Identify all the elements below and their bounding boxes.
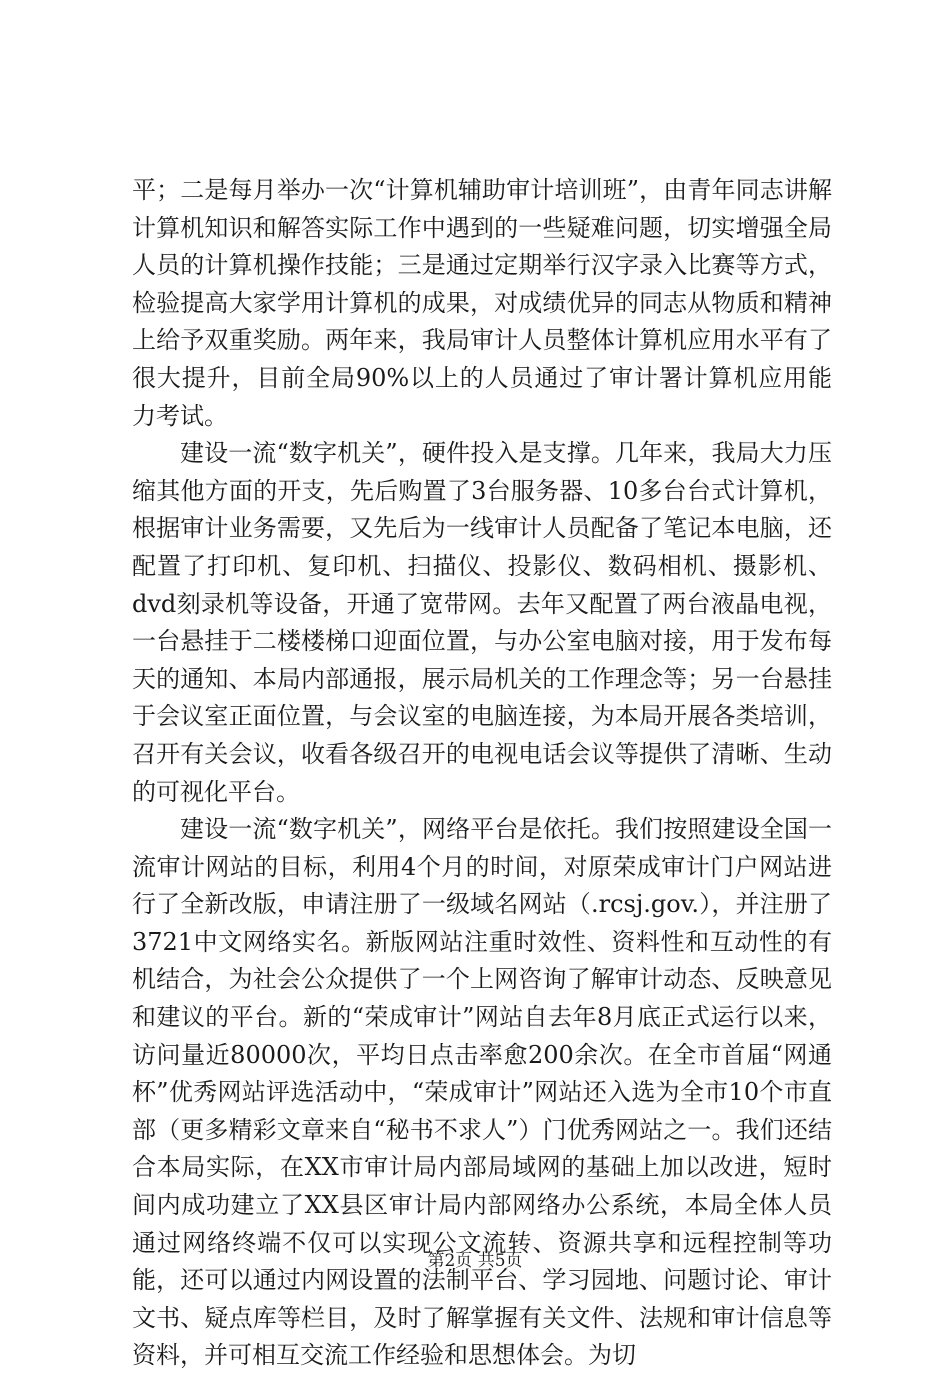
paragraph-3: 建设一流“数字机关”，网络平台是依托。我们按照建设全国一流审计网站的目标，利用4个月的时间，对原荣成审计门户网站进行了全新改版，申请注册了一级域名网站（.rcsj.gov.），并注册了3721中文网络实名。新版网站注重时效性、资料性和互动性的有机结合，为社会公众提供了一个上网咨询了解审计动态、反映意见和建议的平台。新的“荣成审计”网站自去年8月底正式运行以来，访问量近80000次，平均日点击率愈200余次。在全市首届“网通杯”优秀网站评选活动中，“荣成审计”网站还入选为全市10个市直部（更多精彩文章来自“秘书不求人”）门优秀网站之一。我们还结合本局实际，在XX市审计局内部局域网的基础上加以改进，短时间内成功建立了XX县区审计局内部网络办公系统，本局全体人员通过网络终端不仅可以实现公文流转、资源共享和远程控制等功能，还可以通过内网设置的法制平台、学习园地、问题讨论、审计文书、疑点库等栏目，及时了解掌握有关文件、法规和审计信息等资料，并可相互交流工作经验和思想体会。为切: [132, 815, 832, 1370]
paragraph-1: 平；二是每月举办一次“计算机辅助审计培训班”，由青年同志讲解计算机知识和解答实际工作中遇到的一些疑难问题，切实增强全局人员的计算机操作技能；三是通过定期举行汉字录入比赛等方式，检验提高大家学用计算机的成果，对成绩优异的同志从物质和精神上给予双重奖励。两年来，我局审计人员整体计算机应用水平有了很大提升，目前全局90%以上的人员通过了审计署计算机应用能力考试。: [132, 176, 832, 430]
document-body: [132, 172, 832, 1375]
paragraph-2: 建设一流“数字机关”，硬件投入是支撑。几年来，我局大力压缩其他方面的开支，先后购置了3台服务器、10多台台式计算机，根据审计业务需要，又先后为一线审计人员配备了笔记本电脑，还配置了打印机、复印机、扫描仪、投影仪、数码相机、摄影机、dvd刻录机等设备，开通了宽带网。去年又配置了两台液晶电视，一台悬挂于二楼楼梯口迎面位置，与办公室电脑对接，用于发布每天的通知、本局内部通报，展示局机关的工作理念等；另一台悬挂于会议室正面位置，与会议室的电脑连接，为本局开展各类培训，召开有关会议，收看各级召开的电视电话会议等提供了清晰、生动的可视化平台。: [132, 439, 832, 806]
page-footer: 第2页 共5页: [427, 1251, 523, 1271]
